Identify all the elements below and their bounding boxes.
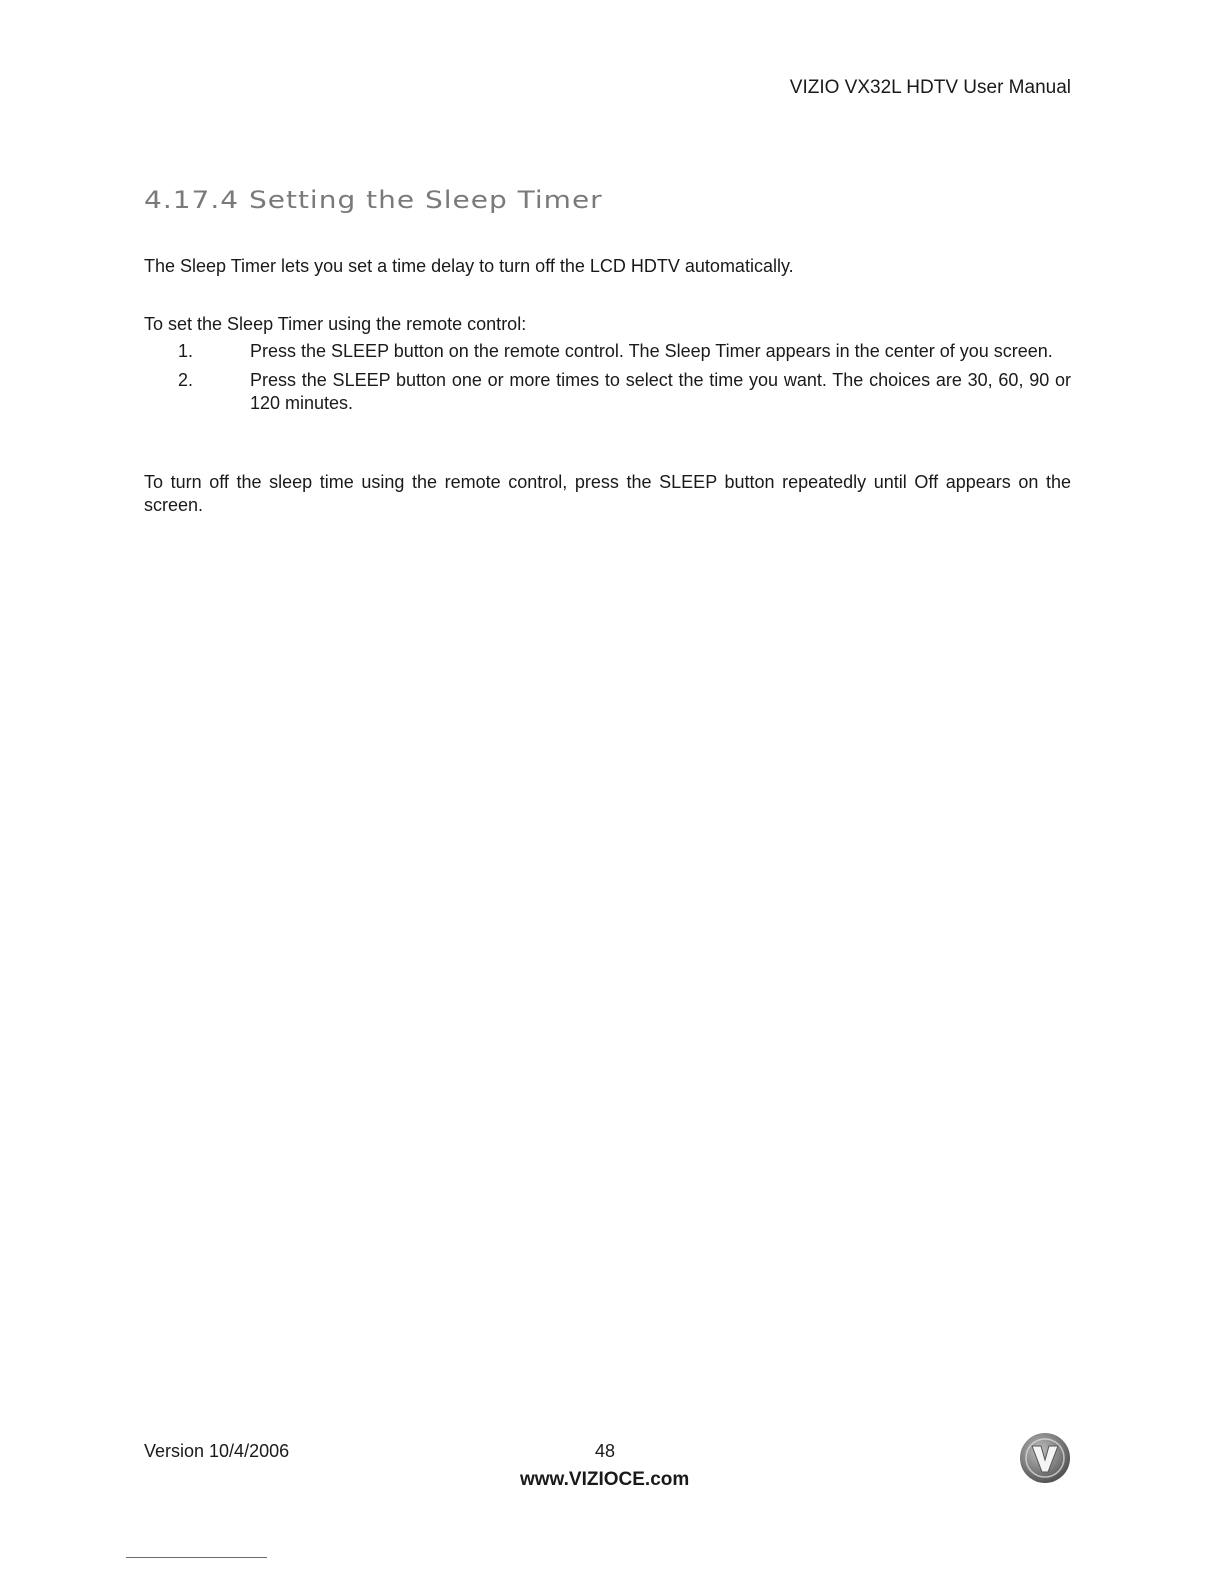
list-item	[144, 369, 1071, 415]
steps-list	[144, 340, 1071, 421]
footer-version: Version 10/4/2006	[144, 1441, 290, 1461]
vizio-v-logo-icon	[1019, 1432, 1071, 1484]
step-number: 2.	[178, 370, 194, 390]
step-text: Press the SLEEP button on the remote control. The Sleep Timer appears in the center of you screen.	[250, 341, 1053, 361]
manual-title: VIZIO VX32L HDTV User Manual	[789, 77, 1071, 98]
list-item	[144, 340, 1071, 363]
page-number: 48	[595, 1441, 616, 1461]
vizio-logo-icon	[1019, 1432, 1071, 1484]
website-link[interactable]: www.VIZIOCE.com	[520, 1469, 690, 1490]
step-text: Press the SLEEP button one or more times to select the time you want. The choices are 30, 60, 90 or 120 minutes.	[250, 370, 1071, 413]
footer-link-rule	[126, 1557, 267, 1558]
turn-off-paragraph: To turn off the sleep time using the remote control, press the SLEEP button repeatedly until Off appears on the screen.	[144, 472, 1071, 515]
instructions-lead: To set the Sleep Timer using the remote control:	[144, 314, 527, 334]
step-number: 1.	[178, 341, 194, 361]
section-heading: 4.17.4 Setting the Sleep Timer	[144, 186, 603, 215]
intro-paragraph: The Sleep Timer lets you set a time delay to turn off the LCD HDTV automatically.	[144, 256, 794, 276]
